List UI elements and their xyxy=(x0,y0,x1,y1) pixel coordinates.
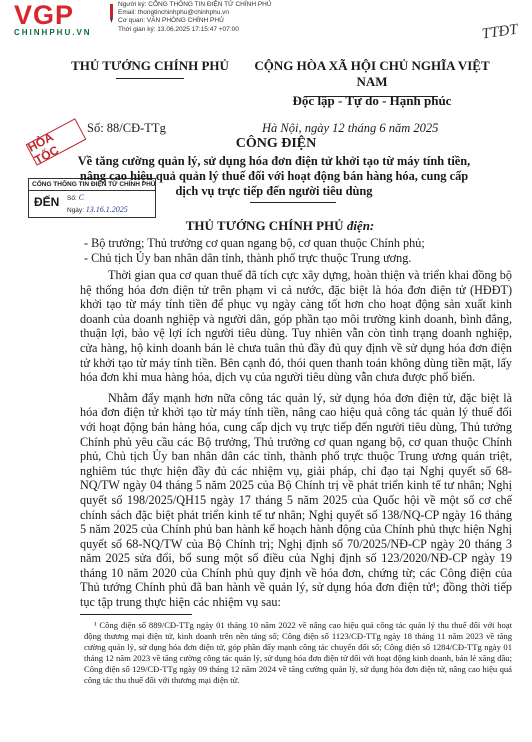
national-motto: Độc lập - Tự do - Hạnh phúc xyxy=(292,93,452,108)
document-body xyxy=(80,268,512,616)
incoming-stamp-date-value: 13.16.1.2025 xyxy=(85,205,128,214)
subject-line: dịch vụ trực tiếp đến người tiêu dùng xyxy=(175,184,373,198)
signer-line: Thời gian ký: 13.06.2025 17:15:47 +07:00 xyxy=(118,25,239,33)
signer-line: Email: thongtinchinhphu@chinhphu.vn xyxy=(118,9,230,17)
footnote: ¹ Công điện số 889/CĐ-TTg ngày 01 tháng 10 năm 2022 về nâng cao hiệu quả công tác quản lý thu thuế đối với hoạt động thương mại điện tử, kinh doanh trên nền tảng số; Công điện số 1123/CĐ-TTg ngày 18 tháng 11 năm 2023 về tăng cường quản lý, sử dụng hóa đơn điện tử, góp phần đẩy mạnh công tác chuyển đổi số; Công điện số 1284/CĐ-TTg ngày 01 tháng 12 năm 2023 về tăng cường công tác quản lý, sử dụng hóa đơn điện tử đối với hoạt động kinh doanh, bán lẻ xăng dầu; Công điện số 129/CĐ-TTg ngày 09 tháng 12 năm 2024 về tăng cường quản lý, sử dụng hóa đơn điện tử, nâng cao hiệu quả công tác thu thuế đối với thương mại điện tử. xyxy=(84,620,512,685)
subject-rule xyxy=(250,202,336,203)
footnote-rule xyxy=(80,614,192,615)
nation-name: CỘNG HÒA XÃ HỘI CHỦ NGHĨA VIỆT NAM xyxy=(254,58,490,89)
body-paragraph: Thời gian qua cơ quan thuế đã tích cực xây dựng, hoàn thiện và triển khai đồng bộ hệ thống hóa đơn điện tử trên phạm vi cả nước, đặc biệt là hóa đơn điện tử (HĐĐT) khởi tạo từ máy tính tiền để phục vụ ngày càng tốt hơn cho hoạt động sản xuất kinh doanh của doanh nghiệp và người dân, góp phần tạo môi trường kinh doanh, bình đẳng, thuận lợi, bảo vệ lợi ích người tiêu dùng. Tuy nhiên vẫn còn tình trạng doanh nghiệp, cửa hàng, hộ kinh doanh bán lẻ chưa tuân thủ đầy đủ quy định về sử dụng hóa đơn điện tử khởi tạo từ máy tính tiền. Bên cạnh đó, thói quen thanh toán không dùng tiền mặt, lấy hóa đơn khi mua hàng hóa, dịch vụ của người tiêu dùng vẫn chưa được phổ biến. xyxy=(80,268,512,385)
recipient-item: - Bộ trưởng; Thủ trưởng cơ quan ngang bộ, cơ quan thuộc Chính phủ; xyxy=(84,236,425,250)
urgent-stamp: HỎA TỐC xyxy=(26,118,87,165)
body-paragraph: Nhằm đẩy mạnh hơn nữa công tác quản lý, sử dụng hóa đơn điện tử, đặc biệt là hóa đơn điện tử khởi tạo từ máy tính tiền, nâng cao hiệu quả công tác quản lý thuế đối với hoạt động bán hàng hóa, cung cấp dịch vụ trực tiếp đến người tiêu dùng, Thủ tướng Chính phủ yêu cầu các Bộ trưởng, Thủ trưởng cơ quan ngang bộ, cơ quan thuộc Chính phủ, Chủ tịch Ủy ban nhân dân các tỉnh, thành phố trực thuộc Trung ương quán triệt, nghiêm túc thực hiện đầy đủ các nhiệm vụ, giải pháp, chỉ đạo tại Nghị quyết số 68-NQ/TW ngày 04 tháng 5 năm 2025 của Bộ Chính trị về phát triển kinh tế tư nhân; Nghị quyết số 198/2025/QH15 ngày 17 tháng 5 năm 2025 của Quốc hội về một số cơ chế chính sách đặc biệt phát triển kinh tế tư nhân; Nghị quyết số 138/NQ-CP ngày 16 tháng 5 năm 2025 của Chính phủ ban hành kế hoạch hành động của Chính phủ thực hiện Nghị quyết số 68-NQ/TW của Bộ Chính trị; Nghị định số 70/2025/NĐ-CP ngày 20 tháng 3 năm 2025 sửa đổi, bổ sung một số điều của Nghị định số 123/2020/NĐ-CP ngày 19 tháng 10 năm 2020 của Chính phủ quy định về hóa đơn, chứng từ; các Công điện của Thủ tướng Chính phủ đã ban hành về quản lý, sử dụng hóa đơn điện tử¹; đồng thời tiếp tục tập trung thực hiện các nhiệm vụ sau: xyxy=(80,390,512,610)
agency-rule xyxy=(116,78,184,79)
vgp-logo xyxy=(14,1,74,29)
document-title: CÔNG ĐIỆN xyxy=(235,136,317,151)
recipient-item: - Chủ tịch Ủy ban nhân dân tỉnh, thành phố trực thuộc Trung ương. xyxy=(84,251,412,265)
subject-line: nâng cao hiệu quả quản lý thuế đối với hoạt động bán hàng hóa, cung cấp xyxy=(79,169,469,183)
recipient-list xyxy=(84,236,425,266)
incoming-stamp-date-label: Ngày: xyxy=(67,207,84,214)
addressee-heading xyxy=(0,218,532,234)
agency-name: THỦ TƯỚNG CHÍNH PHỦ xyxy=(71,58,229,73)
signer-line: Người ký: CỔNG THÔNG TIN ĐIỆN TỬ CHÍNH PHỦ xyxy=(118,1,272,8)
vgp-logo-subtitle: CHINHPHU.VN xyxy=(14,28,92,37)
subject-line: Về tăng cường quản lý, sử dụng hóa đơn điện tử khởi tạo từ máy tính tiền, xyxy=(77,154,471,168)
logo-letter-g: G xyxy=(33,0,56,30)
incoming-stamp-number-value: C xyxy=(78,193,84,202)
handwritten-mark: TTĐT xyxy=(481,21,519,43)
place-date: Hà Nội, ngày 12 tháng 6 năm 2025 xyxy=(262,121,439,135)
motto-rule xyxy=(306,96,438,97)
incoming-stamp-den: ĐẾN xyxy=(34,195,60,209)
incoming-stamp-date xyxy=(67,205,128,214)
addressee-text: THỦ TƯỚNG CHÍNH PHỦ điện: xyxy=(185,218,375,233)
agency-block xyxy=(60,58,240,74)
nation-block xyxy=(242,58,502,109)
incoming-stamp-header: CỔNG THÔNG TIN ĐIỆN TỬ CHÍNH PHỦ xyxy=(29,179,155,191)
digital-signature-info xyxy=(118,1,272,34)
incoming-stamp-number-label: Số: xyxy=(67,195,77,202)
signature-pen-icon xyxy=(107,4,116,24)
document-number: Số: 88/CĐ-TTg xyxy=(87,121,166,135)
document-subject xyxy=(64,154,484,199)
signer-line: Cơ quan: VĂN PHÒNG CHÍNH PHỦ xyxy=(118,17,224,25)
logo-letter-p: P xyxy=(55,0,75,30)
logo-letter-v: V xyxy=(14,0,34,30)
